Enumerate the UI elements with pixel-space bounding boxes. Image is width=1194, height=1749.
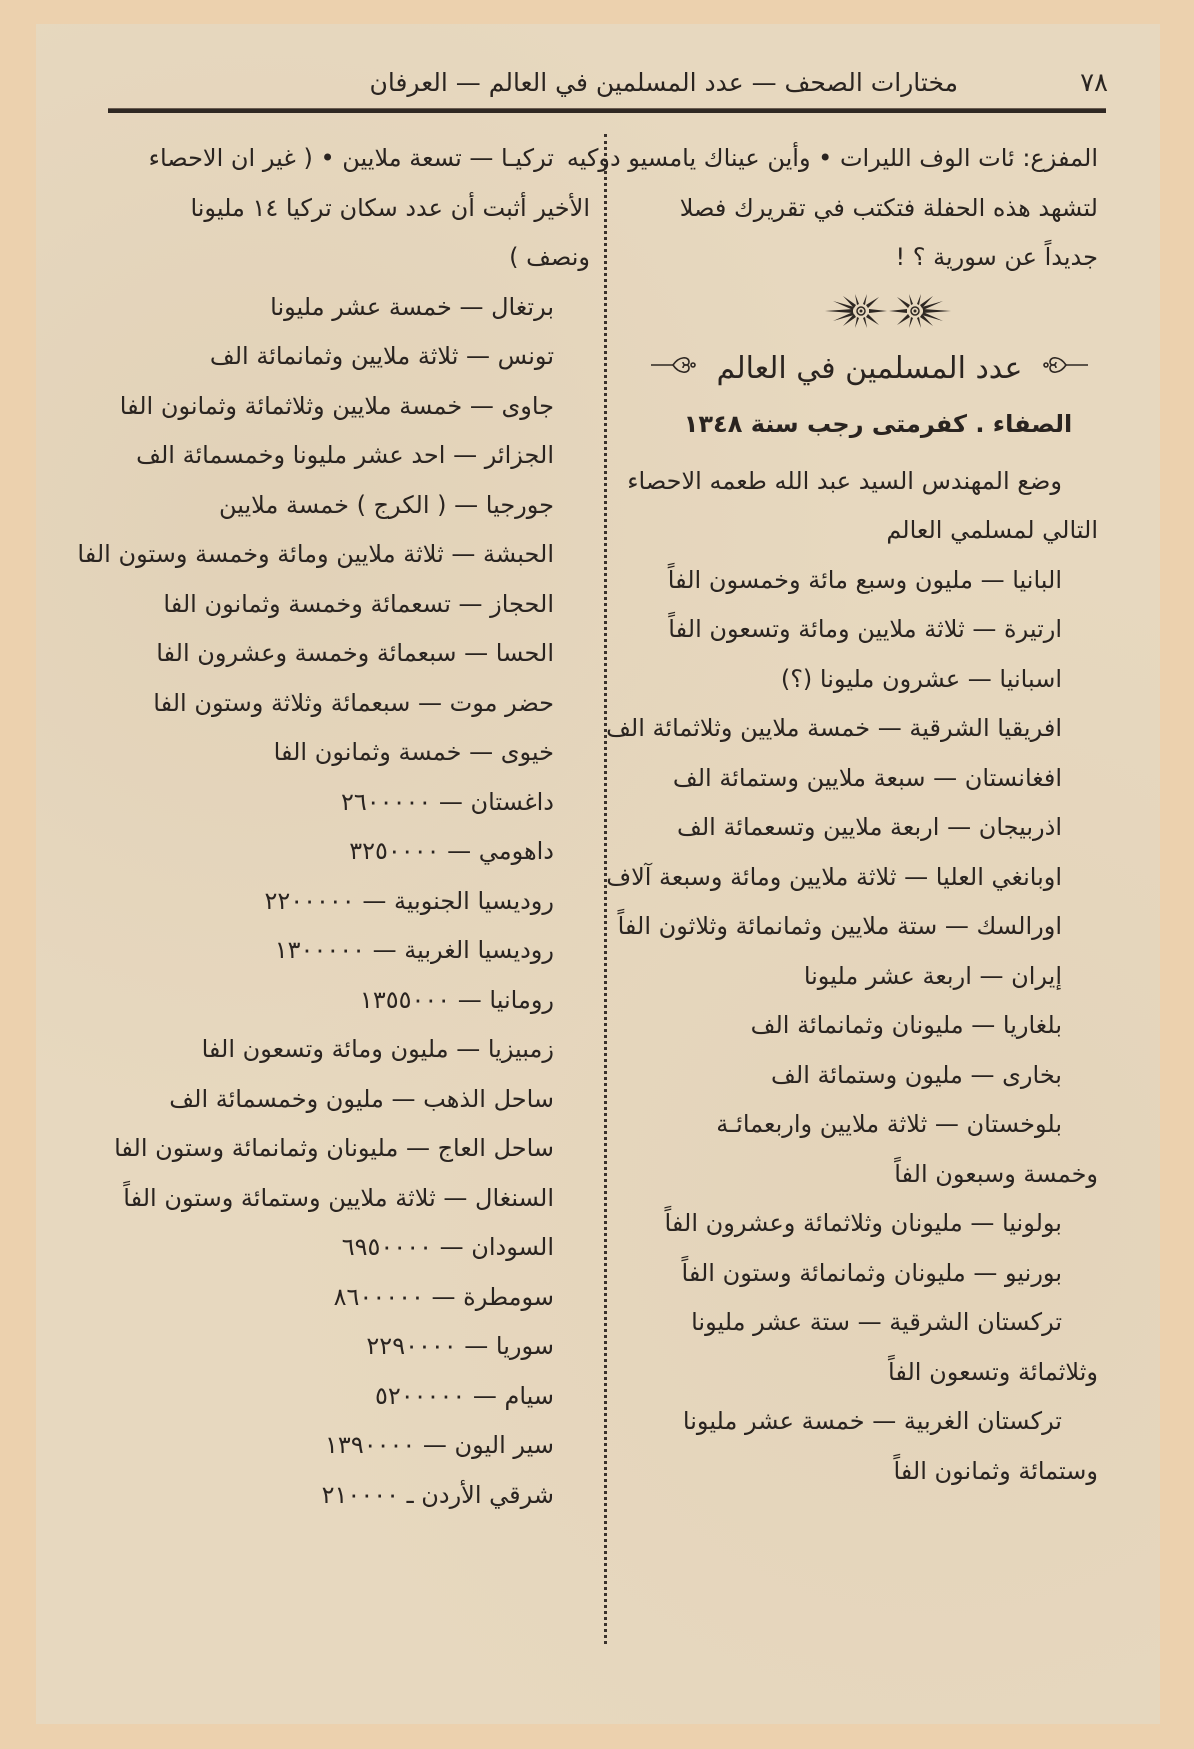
list-item: افريقيا الشرقية — خمسة ملايين وثلاثمائة الف bbox=[606, 714, 1062, 742]
flourish-left-icon bbox=[651, 339, 697, 399]
list-item: اورالسك — ستة ملايين وثمانمائة وثلاثون الفاً bbox=[617, 912, 1062, 940]
list-item: سيام — ٥٢٠٠٠٠٠ bbox=[374, 1381, 554, 1410]
list-item: الجزائر — احد عشر مليونا وخمسمائة الف bbox=[136, 441, 554, 469]
list-item: ساحل العاج — مليونان وثمانمائة وستون الفا bbox=[114, 1134, 554, 1162]
list-item: جورجيا — ( الكرج ) خمسة ملايين bbox=[218, 490, 554, 519]
list-item-continuation: وخمسة وسبعون الفاً bbox=[894, 1159, 1098, 1188]
list-item: سومطرة — ٨٦٠٠٠٠٠ bbox=[333, 1282, 554, 1311]
lead-line: التالي لمسلمي العالم bbox=[886, 516, 1098, 544]
list-item: تركيـا — تسعة ملايين • ( غير ان الاحصاء bbox=[148, 144, 554, 172]
list-item: تركستان الغربية — خمسة عشر مليونا bbox=[682, 1407, 1062, 1435]
list-item: السنغال — ثلاثة ملايين وستمائة وستون الفاً bbox=[123, 1183, 554, 1212]
left-column bbox=[77, 134, 590, 1520]
list-item-continuation: وثلاثمائة وتسعون الفاً bbox=[888, 1357, 1098, 1386]
list-item: خيوى — خمسة وثمانون الفا bbox=[273, 738, 554, 766]
list-item-continuation: ونصف ) bbox=[509, 243, 590, 271]
list-item: شرقي الأردن ـ ٢١٠٠٠٠ bbox=[321, 1480, 554, 1509]
byline: الصفاء . كفرمتى رجب سنة ١٣٤٨ bbox=[683, 409, 1073, 438]
list-item: بولونيا — مليونان وثلاثمائة وعشرون الفاً bbox=[664, 1209, 1062, 1237]
list-item: الحسا — سبعمائة وخمسة وعشرون الفا bbox=[156, 639, 554, 667]
list-item-continuation: وستمائة وثمانون الفاً bbox=[893, 1456, 1098, 1485]
list-item: ارتيرة — ثلاثة ملايين ومائة وتسعون الفاً bbox=[668, 615, 1062, 643]
list-item: السودان — ٦٩٥٠٠٠٠ bbox=[341, 1233, 554, 1261]
list-item: جاوى — خمسة ملايين وثلاثمائة وثمانون الفا bbox=[119, 391, 554, 420]
list-item: بلغاريا — مليونان وثمانمائة الف bbox=[750, 1011, 1062, 1039]
running-title: مختارات الصحف — عدد المسلمين في العالم — العرفان bbox=[369, 68, 958, 97]
list-item: داغستان — ٢٦٠٠٠٠٠ bbox=[341, 787, 554, 816]
text-line: لتشهد هذه الحفلة فتكتب في تقريرك فصلا bbox=[679, 193, 1098, 222]
list-item: تونس — ثلاثة ملايين وثمانمائة الف bbox=[209, 342, 554, 370]
right-column bbox=[566, 134, 1098, 1496]
list-item: روديسيا الغربية — ١٣٠٠٠٠٠ bbox=[274, 936, 554, 964]
list-item: افغانستان — سبعة ملايين وستمائة الف bbox=[672, 763, 1062, 792]
list-item: بلوخستان — ثلاثة ملايين واربعمائـة bbox=[716, 1110, 1062, 1138]
article-title-text: عدد المسلمين في العالم bbox=[716, 350, 1023, 386]
sunburst-divider-icon bbox=[618, 283, 1098, 339]
right-entry-list bbox=[606, 556, 1098, 1497]
list-item: بورنيو — مليونان وثمانمائة وستون الفاً bbox=[681, 1258, 1062, 1287]
text-line: جديداً عن سورية ؟ ! bbox=[895, 243, 1098, 271]
list-item-continuation: الأخير أثبت أن عدد سكان تركيا ١٤ مليونا bbox=[190, 193, 590, 222]
list-item: الحبشة — ثلاثة ملايين ومائة وخمسة وستون الفا bbox=[77, 540, 554, 568]
list-item: اسبانيا — عشرون مليونا (؟) bbox=[780, 664, 1062, 693]
running-header bbox=[108, 64, 1108, 108]
left-entry-list bbox=[77, 134, 590, 1520]
list-item: اذربيجان — اربعة ملايين وتسعمائة الف bbox=[676, 813, 1062, 841]
article-title bbox=[618, 339, 1098, 399]
text-line: المفزع: ئات الوف الليرات • وأين عيناك يامسيو دوكيه bbox=[566, 144, 1098, 172]
list-item: زمبيزيا — مليون ومائة وتسعون الفا bbox=[201, 1035, 554, 1063]
scanned-page bbox=[36, 24, 1160, 1724]
lead-line: وضع المهندس السيد عبد الله طعمه الاحصاء bbox=[627, 466, 1062, 495]
list-item: الحجاز — تسعمائة وخمسة وثمانون الفا bbox=[163, 589, 554, 618]
header-rule bbox=[108, 108, 1106, 113]
list-item: بخارى — مليون وستمائة الف bbox=[771, 1060, 1062, 1089]
list-item: داهومي — ٣٢٥٠٠٠٠ bbox=[349, 837, 554, 865]
list-item: حضر موت — سبعمائة وثلاثة وستون الفا bbox=[153, 688, 554, 717]
list-item: رومانيا — ١٣٥٥٠٠٠ bbox=[359, 985, 554, 1014]
flourish-right-icon bbox=[1042, 339, 1088, 399]
list-item: برتغال — خمسة عشر مليونا bbox=[270, 292, 554, 321]
list-item: ساحل الذهب — مليون وخمسمائة الف bbox=[169, 1084, 554, 1113]
list-item: البانيا — مليون وسبع مائة وخمسون الفاً bbox=[667, 565, 1062, 594]
list-item: سير اليون — ١٣٩٠٠٠٠ bbox=[325, 1431, 554, 1459]
list-item: اوبانغي العليا — ثلاثة ملايين ومائة وسبعة آلاف bbox=[606, 862, 1062, 891]
list-item: تركستان الشرقية — ستة عشر مليونا bbox=[691, 1308, 1062, 1336]
list-item: روديسيا الجنوبية — ٢٢٠٠٠٠٠ bbox=[264, 886, 554, 915]
page-number: ٧٨ bbox=[1080, 68, 1108, 98]
list-item: سوريا — ٢٢٩٠٠٠٠ bbox=[366, 1332, 554, 1360]
list-item: إيران — اربعة عشر مليونا bbox=[803, 961, 1062, 990]
